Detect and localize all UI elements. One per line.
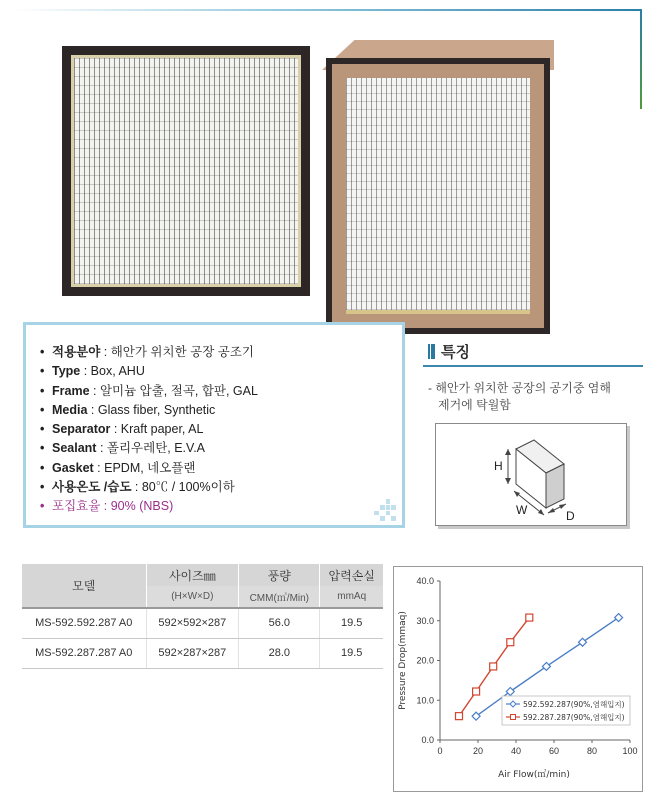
bullet-icon: • bbox=[40, 480, 45, 495]
x-tick-label: 40 bbox=[510, 746, 522, 756]
cell-size: 592×287×287 bbox=[146, 638, 239, 668]
spec-item bbox=[40, 382, 258, 401]
bullet-icon: • bbox=[40, 460, 45, 475]
y-tick-label: 10.0 bbox=[416, 695, 434, 706]
frame-top-line bbox=[14, 9, 641, 11]
spec-value: : 90% (NBS) bbox=[100, 499, 174, 514]
bullet-icon: • bbox=[40, 402, 45, 417]
y-tick-label: 20.0 bbox=[416, 655, 434, 666]
features-heading bbox=[428, 343, 470, 359]
x-tick-label: 60 bbox=[548, 746, 560, 756]
chart-svg bbox=[394, 567, 644, 793]
data-point bbox=[490, 663, 497, 670]
spec-item bbox=[40, 439, 258, 458]
spec-value: : 알미늄 압출, 절곡, 합판, GAL bbox=[89, 383, 258, 398]
spec-key: Frame bbox=[52, 383, 90, 398]
diagram-label-d: D bbox=[566, 509, 575, 523]
spec-key: 사용온도 /습도 bbox=[52, 480, 132, 495]
diagram-label-h: H bbox=[494, 459, 503, 473]
y-axis-label: Pressure Drop(mmaq) bbox=[398, 611, 408, 710]
bullet-icon: • bbox=[40, 345, 45, 359]
th-loss-sub: mmAq bbox=[320, 586, 383, 608]
cell-model: MS-592.287.287 A0 bbox=[22, 638, 146, 668]
data-point bbox=[579, 638, 587, 646]
spec-key: 적용분야 bbox=[52, 345, 101, 359]
data-point bbox=[542, 662, 550, 670]
features-desc-line1: - 해안가 위치한 공장의 공기중 염해 bbox=[428, 381, 611, 395]
pressure-drop-chart bbox=[393, 566, 643, 792]
spec-value: : 해안가 위치한 공장 공조기 bbox=[100, 345, 254, 359]
features-desc-line2: 제거에 탁월함 bbox=[438, 398, 511, 412]
bullet-icon: • bbox=[40, 383, 45, 398]
bullet-icon: • bbox=[40, 364, 45, 379]
th-loss: 압력손실 bbox=[320, 564, 383, 586]
diagram-label-w: W bbox=[516, 503, 528, 517]
y-tick-label: 30.0 bbox=[416, 615, 434, 626]
spec-item bbox=[40, 497, 258, 516]
spec-item bbox=[40, 459, 258, 478]
cell-model: MS-592.592.287 A0 bbox=[22, 608, 146, 638]
spec-key: 포집효율 bbox=[52, 499, 101, 514]
y-tick-label: 0.0 bbox=[421, 735, 434, 745]
filter-photo-front bbox=[62, 46, 310, 296]
data-point bbox=[507, 639, 514, 646]
spec-key: Type bbox=[52, 364, 81, 379]
x-tick-label: 100 bbox=[622, 746, 638, 756]
legend-label: 592.287.287(90%,염해입지) bbox=[523, 713, 625, 722]
heading-bar-icon bbox=[428, 344, 435, 359]
dimension-diagram bbox=[435, 423, 627, 526]
features-title: 특징 bbox=[441, 343, 470, 361]
frame-right-line bbox=[640, 9, 642, 109]
x-tick-label: 0 bbox=[437, 746, 443, 756]
th-flow: 풍량 bbox=[239, 564, 320, 586]
spec-item bbox=[40, 401, 258, 420]
bullet-icon: • bbox=[40, 499, 45, 514]
spec-value: : Box, AHU bbox=[80, 364, 145, 379]
legend-label: 592.592.287(90%,염해입지) bbox=[523, 700, 625, 709]
spec-value: : 80℃ / 100%이하 bbox=[131, 480, 235, 495]
table-row bbox=[22, 638, 383, 668]
spec-item bbox=[40, 420, 258, 439]
spec-item bbox=[40, 362, 258, 381]
spec-key: Sealant bbox=[52, 441, 97, 456]
table-row bbox=[22, 608, 383, 638]
product-photos bbox=[0, 12, 640, 327]
bullet-icon: • bbox=[40, 441, 45, 456]
cell-loss: 19.5 bbox=[320, 638, 383, 668]
data-point bbox=[473, 688, 480, 695]
features-description bbox=[428, 380, 643, 414]
cell-flow: 28.0 bbox=[239, 638, 320, 668]
cell-size: 592×592×287 bbox=[146, 608, 239, 638]
th-flow-sub: CMM(㎥/Min) bbox=[239, 586, 320, 608]
y-tick-label: 40.0 bbox=[416, 576, 434, 586]
th-model: 모델 bbox=[22, 564, 146, 608]
features-divider bbox=[423, 365, 643, 367]
x-tick-label: 20 bbox=[472, 746, 484, 756]
data-point bbox=[615, 614, 623, 622]
x-tick-label: 80 bbox=[586, 746, 598, 756]
spec-value: : EPDM, 네오플랜 bbox=[93, 460, 196, 475]
spec-value: : 폴리우레탄, E.V.A bbox=[96, 441, 206, 456]
spec-item bbox=[40, 343, 258, 362]
spec-key: Media bbox=[52, 402, 88, 417]
filter-photo-box bbox=[322, 40, 554, 334]
bullet-icon: • bbox=[40, 422, 45, 437]
spec-item bbox=[40, 478, 258, 497]
x-axis-label: Air Flow(㎥/min) bbox=[498, 770, 570, 780]
spec-key: Gasket bbox=[52, 460, 94, 475]
data-point bbox=[456, 713, 463, 720]
corner-logo-icon bbox=[374, 499, 396, 521]
data-point bbox=[526, 614, 533, 621]
th-size-sub: (H×W×D) bbox=[146, 586, 239, 608]
spec-table bbox=[22, 564, 383, 669]
spec-list bbox=[40, 343, 258, 517]
spec-key: Separator bbox=[52, 422, 111, 437]
spec-value: : Glass fiber, Synthetic bbox=[87, 402, 216, 417]
legend-marker bbox=[511, 715, 516, 720]
cell-loss: 19.5 bbox=[320, 608, 383, 638]
cell-flow: 56.0 bbox=[239, 608, 320, 638]
spec-value: : Kraft paper, AL bbox=[110, 422, 204, 437]
spec-box bbox=[23, 322, 405, 528]
th-size: 사이즈㎜ bbox=[146, 564, 239, 586]
